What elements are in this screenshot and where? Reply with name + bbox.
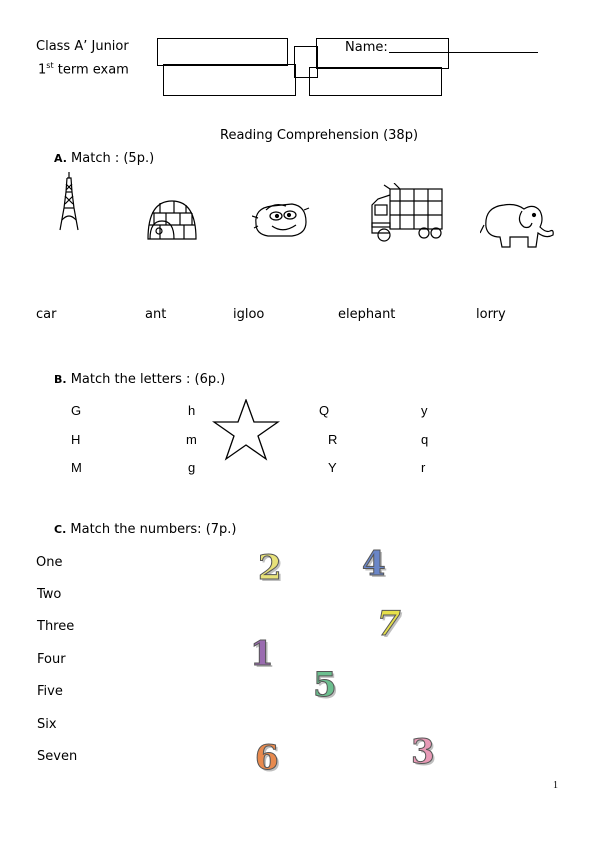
word-a-2: ant bbox=[145, 307, 167, 322]
number-graphic-3: 3 bbox=[411, 732, 435, 772]
page-number: 1 bbox=[553, 780, 558, 791]
eiffel-tower-icon bbox=[58, 172, 80, 232]
letter-r2-c1: H bbox=[71, 432, 81, 447]
car-cartoon-icon bbox=[252, 198, 310, 240]
lorry-icon bbox=[370, 183, 448, 245]
word-a-3: igloo bbox=[233, 307, 265, 322]
term-label bbox=[38, 61, 129, 77]
term-rest: term exam bbox=[53, 62, 129, 78]
letter-r2-c3: R bbox=[328, 432, 338, 447]
number-graphic-7: 7 bbox=[377, 604, 401, 644]
number-word-2: Two bbox=[37, 587, 62, 602]
header-box-4 bbox=[309, 67, 442, 96]
section-a-letter: A. bbox=[54, 152, 67, 165]
header-connector bbox=[294, 46, 318, 78]
section-c-heading bbox=[54, 522, 237, 537]
letter-r1-c3: Q bbox=[319, 403, 330, 418]
number-graphic-2: 2 bbox=[258, 548, 282, 588]
number-word-6: Six bbox=[37, 717, 57, 732]
number-graphic-4: 4 bbox=[362, 544, 386, 584]
number-graphic-6: 6 bbox=[255, 738, 279, 778]
letter-r1-c1: G bbox=[71, 403, 82, 418]
section-b-heading bbox=[54, 372, 225, 387]
section-title: Reading Comprehension (38p) bbox=[220, 128, 419, 143]
letter-r1-c2: h bbox=[188, 403, 196, 418]
word-a-5: lorry bbox=[476, 307, 506, 322]
section-c-letter: C. bbox=[54, 523, 67, 536]
header-box-2 bbox=[163, 64, 296, 96]
header-box-1 bbox=[157, 38, 288, 66]
letter-r2-c4: q bbox=[421, 432, 429, 447]
igloo-icon bbox=[146, 197, 198, 241]
name-line[interactable] bbox=[389, 52, 538, 53]
letter-r3-c3: Y bbox=[328, 460, 337, 475]
section-b-letter: B. bbox=[54, 373, 67, 386]
section-a-title: Match : (5p.) bbox=[71, 151, 155, 166]
number-graphic-1: 1 bbox=[250, 634, 274, 674]
class-label: Class A’ Junior bbox=[36, 39, 129, 54]
term-sup: st bbox=[46, 61, 54, 70]
letter-r2-c2: m bbox=[186, 432, 197, 447]
elephant-icon bbox=[480, 199, 556, 251]
number-word-5: Five bbox=[37, 684, 63, 699]
section-c-title: Match the numbers: (7p.) bbox=[70, 522, 237, 537]
number-graphic-5: 5 bbox=[313, 665, 337, 705]
letter-r3-c1: M bbox=[71, 460, 82, 475]
term-number: 1 bbox=[38, 62, 47, 78]
letter-r1-c4: y bbox=[421, 403, 428, 418]
word-a-4: elephant bbox=[338, 307, 396, 322]
name-label: Name: bbox=[345, 40, 388, 55]
section-b-title: Match the letters : (6p.) bbox=[70, 372, 226, 387]
word-a-1: car bbox=[36, 307, 57, 322]
star-icon bbox=[212, 399, 280, 461]
number-word-1: One bbox=[36, 555, 63, 570]
letter-r3-c2: g bbox=[188, 460, 196, 475]
number-word-3: Three bbox=[37, 619, 75, 634]
letter-r3-c4: r bbox=[421, 460, 426, 475]
number-word-4: Four bbox=[37, 652, 66, 667]
number-word-7: Seven bbox=[37, 749, 78, 764]
section-a-heading bbox=[54, 151, 154, 166]
